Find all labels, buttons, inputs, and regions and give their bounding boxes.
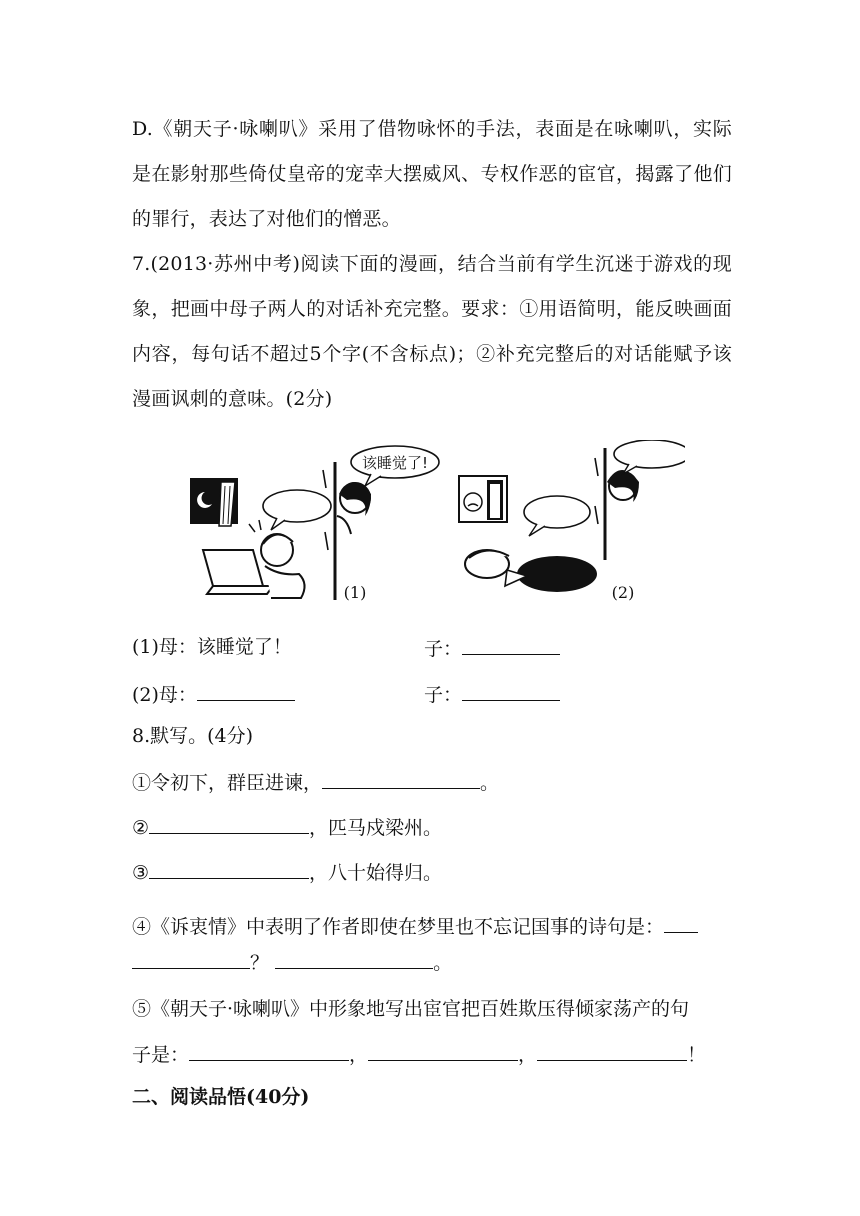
sad-sun-icon (464, 493, 482, 511)
dictation-item-3 (132, 858, 442, 886)
comic-panel-1 (190, 446, 439, 602)
dictation-3-text: ，八十始得归。 (309, 862, 443, 884)
dictation-item-2 (132, 813, 442, 841)
laptop-icon (203, 550, 263, 586)
dialog-son-1-label: 子： (424, 638, 463, 660)
answer-blank-5b[interactable] (368, 1040, 518, 1061)
son-speech-bubble-2 (524, 496, 590, 528)
question-7-text: 7.(2013·苏州中考)阅读下面的漫画，结合当前有学生沉迷于游戏的现象，把画中母子两人的对话补充完整。要求：①用语简明，能反映画面内容，每句话不超过5个字(不含标点)；②补充完整后的对话能赋予该漫画讽刺的意味。(2分) (132, 253, 732, 410)
answer-blank-4a[interactable] (664, 912, 698, 933)
dictation-item-4 (132, 912, 698, 940)
dictation-3-marker: ③ (132, 862, 150, 884)
dialog-row-2-mother (132, 680, 295, 708)
dictation-1-prompt: ①令初下，群臣进谏， (132, 772, 323, 794)
dictation-2-marker: ② (132, 817, 150, 839)
dictation-item-4-cont (132, 948, 452, 976)
dialog-row-2-son (424, 680, 560, 708)
answer-blank-4b[interactable] (132, 948, 250, 969)
dictation-4-text: ④《诉衷情》中表明了作者即使在梦里也不忘记国事的诗句是： (132, 916, 665, 938)
answer-blank-3[interactable] (149, 858, 309, 879)
dark-shape (517, 556, 597, 592)
answer-blank-5c[interactable] (537, 1040, 687, 1061)
dialog-son-2-label: 子： (424, 684, 463, 706)
dictation-5-end: ！ (687, 1044, 707, 1066)
dialog-row-1-mother (132, 634, 292, 660)
answer-blank-2[interactable] (149, 813, 309, 834)
dictation-5-text: ⑤《朝天子·咏喇叭》中形象地写出宦官把百姓欺压得倾家荡产的句 (132, 998, 690, 1020)
answer-blank-1[interactable] (322, 768, 480, 789)
dictation-5-sep-1: ， (349, 1044, 369, 1066)
dictation-item-1 (132, 768, 499, 796)
son-speech-bubble-1 (263, 490, 331, 522)
dialog-row-1-son (424, 634, 560, 662)
comic-illustration (185, 440, 685, 610)
dictation-4-end: 。 (433, 952, 453, 974)
dictation-item-5-cont: 子是： ， ， ！ (132, 1040, 706, 1068)
comic-panel-2 (459, 440, 685, 602)
question-8-title: 8.默写。(4分) (132, 725, 254, 747)
answer-blank-son-2[interactable] (462, 680, 560, 701)
dictation-item-5 (132, 996, 689, 1022)
dialog-mother-2-label: (2)母： (132, 684, 197, 706)
panel-1-caption: (1) (343, 583, 367, 602)
mother-speech-bubble-2 (614, 440, 685, 468)
section-2-heading: 二、阅读品悟(40分) (132, 1086, 310, 1108)
answer-blank-son-1[interactable] (462, 634, 560, 655)
answer-blank-4c[interactable] (275, 948, 433, 969)
answer-blank-mother-2[interactable] (197, 680, 295, 701)
panel-2-caption: (2) (611, 583, 635, 602)
answer-blank-5a[interactable] (189, 1040, 349, 1061)
dictation-1-end: 。 (480, 772, 500, 794)
dialog-mother-1: (1)母：该睡觉了！ (132, 636, 292, 658)
mother-speech-text: 该睡觉了! (361, 454, 429, 472)
dictation-2-text: ，匹马戍梁州。 (309, 817, 443, 839)
dictation-4-question-mark: ？ (250, 952, 270, 974)
option-d-text: D.《朝天子·咏喇叭》采用了借物咏怀的手法，表面是在咏喇叭，实际是在影射那些倚仗皇帝的宠幸大摆威风、专权作恶的宦官，揭露了他们的罪行，表达了对他们的憎恶。 (132, 118, 732, 230)
dictation-5-sep-2: ， (518, 1044, 538, 1066)
